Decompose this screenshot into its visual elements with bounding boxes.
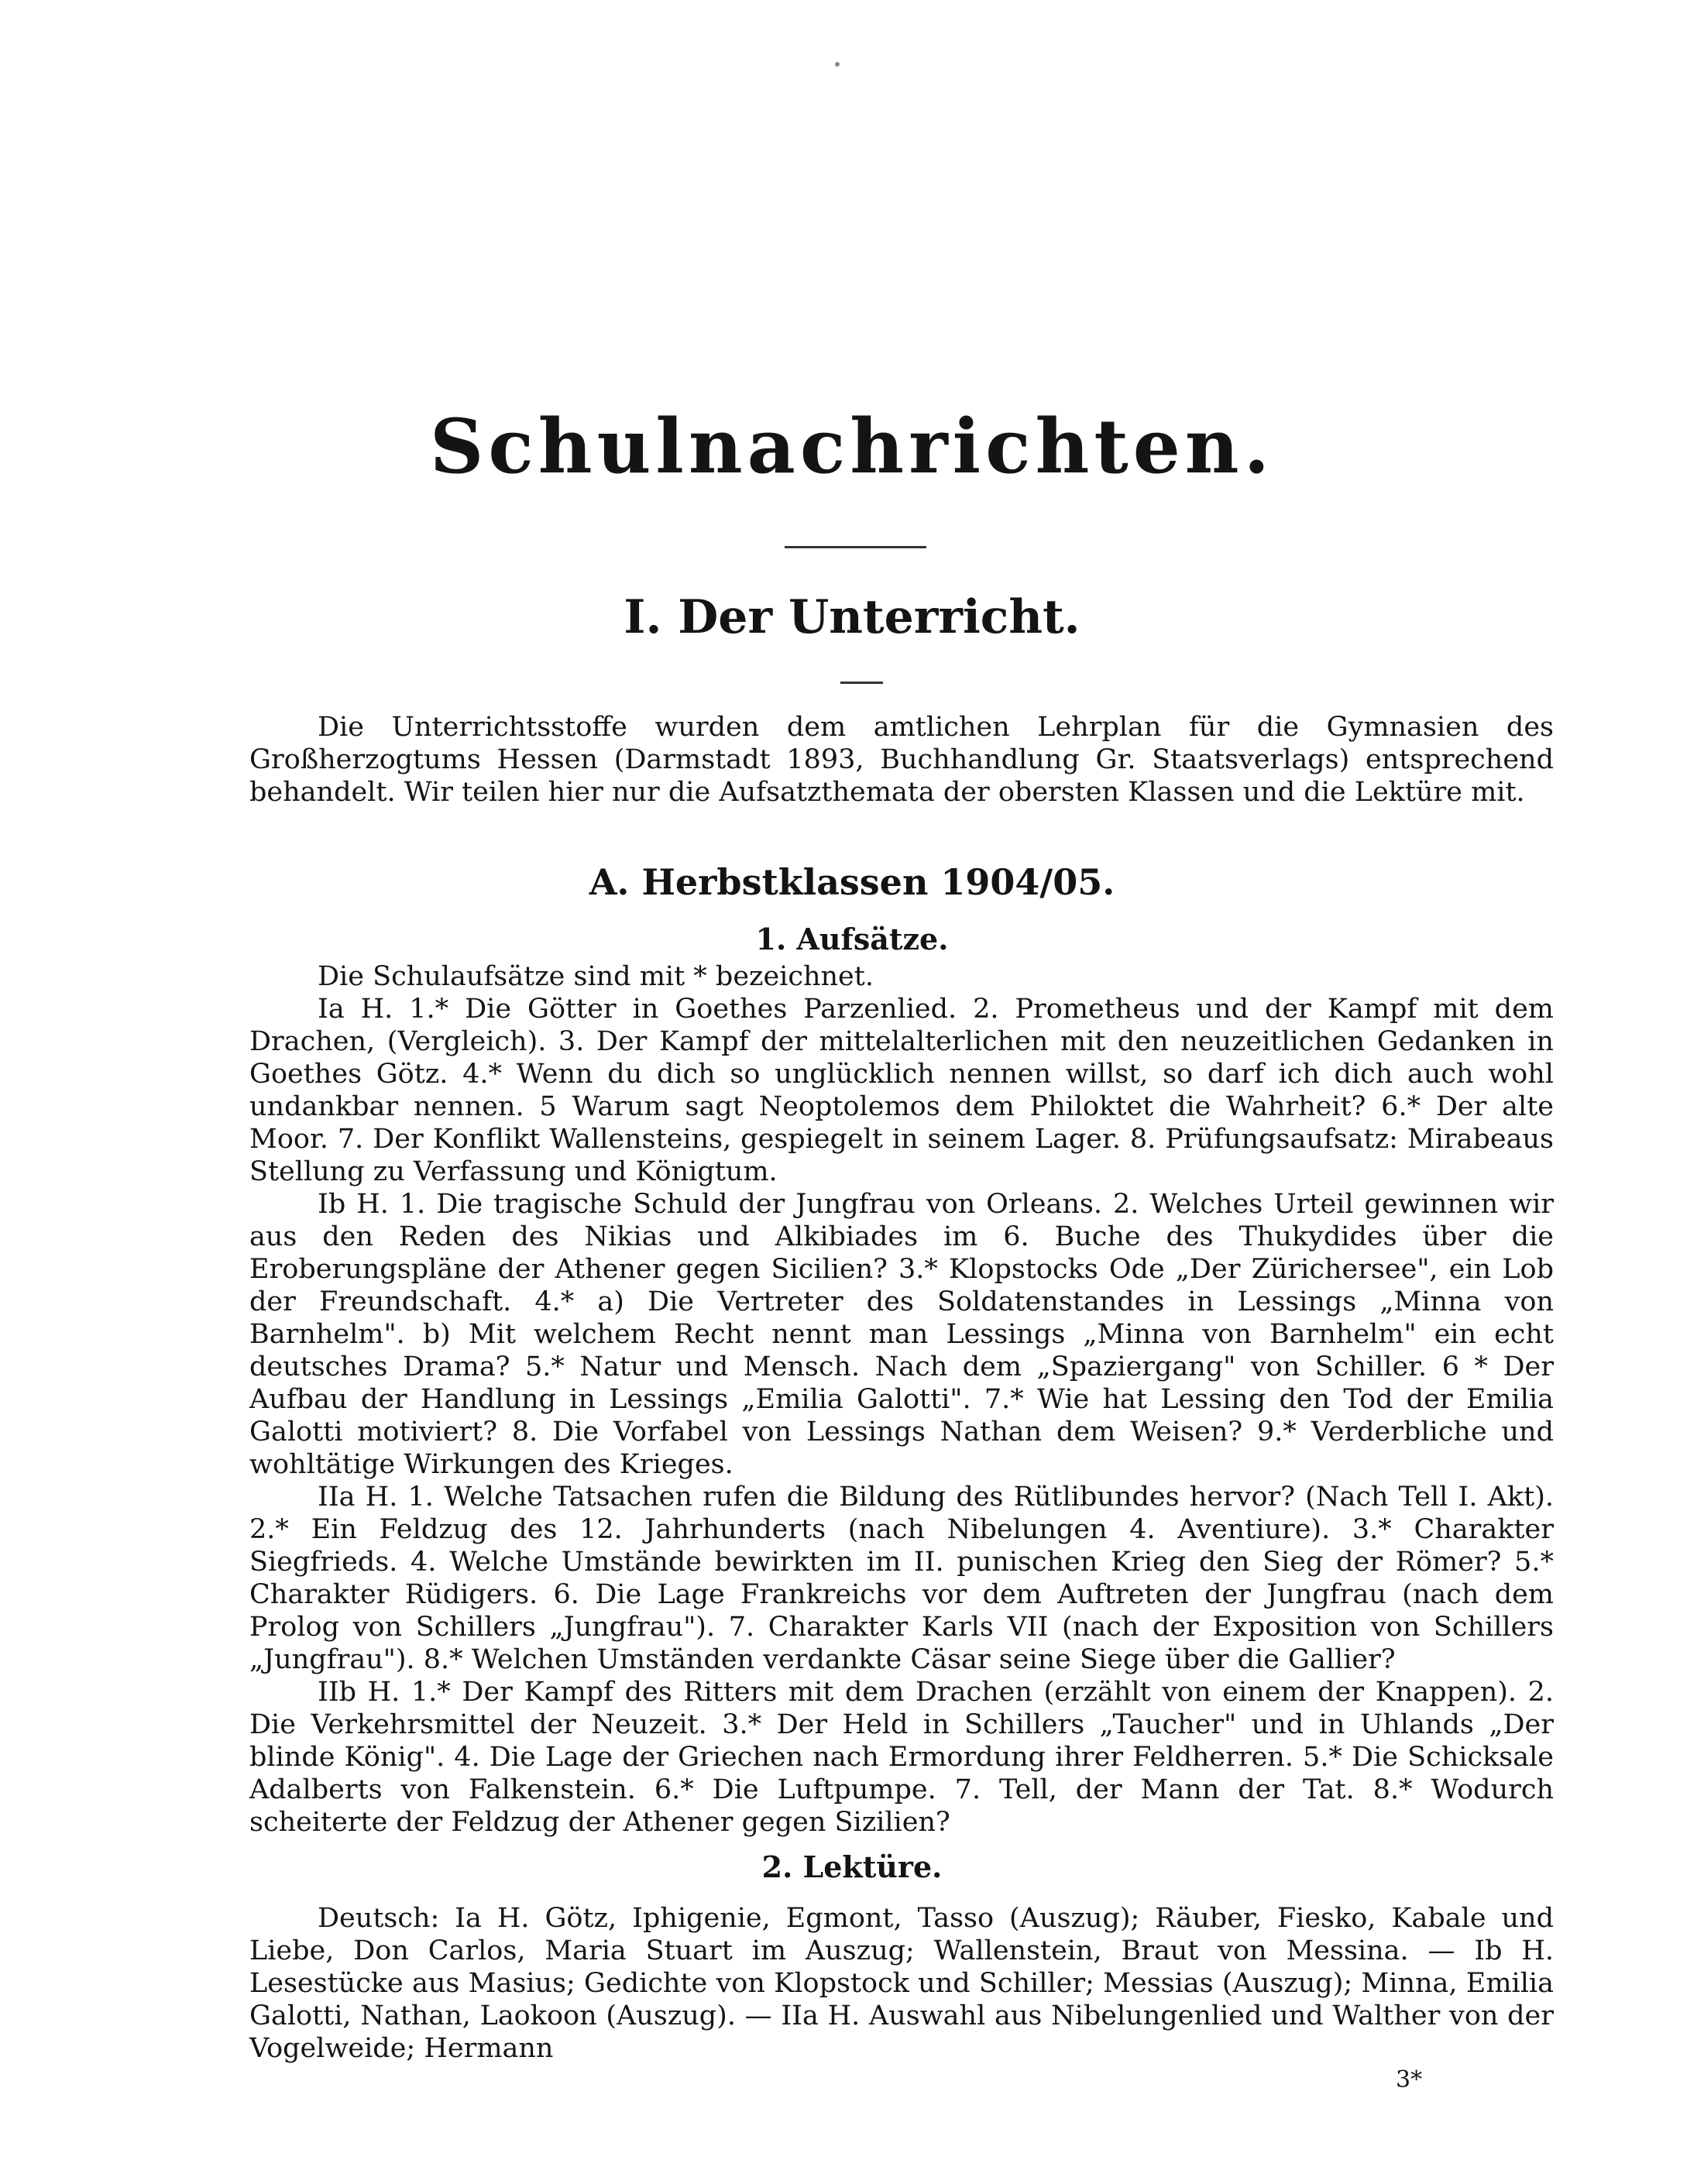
paragraph-iia: IIa H. 1. Welche Tatsachen rufen die Bildung des Rütlibundes hervor? (Nach Tell I. Akt). 2.* Ein Feldzug des 12. Jahrhunderts (nach Nibelungen 4. Aventiure). 3.* Charakter Siegfrieds. 4. Welche Umstände bewirkten im II. punischen Krieg den Sieg der Römer? 5.* Charakter Rüdigers. 6. Die Lage Frankreichs vor dem Auftreten der Jungfrau (nach dem Prolog von Schillers „Jungfrau"). 7. Charakter Karls VII (nach der Exposition von Schillers „Jungfrau"). 8.* Welchen Umständen verdankte Cäsar seine Siege über die Gallier?	[249, 1482, 1554, 1675]
title-divider	[785, 546, 926, 548]
paragraph-iib: IIb H. 1.* Der Kampf des Ritters mit dem Drachen (erzählt von einem der Knappen). 2. Die Verkehrsmittel der Neuzeit. 3.* Der Held in Schillers „Taucher" und in Uhlands „Der blinde König". 4. Die Lage der Griechen nach Ermordung ihrer Feldherren. 5.* Die Schicksale Adalberts von Falkenstein. 6.* Die Luftpumpe. 7. Tell, der Mann der Tat. 8.* Wodurch scheiterte der Feldzug der Athener gegen Sizilien?	[249, 1677, 1554, 1838]
aufsaetze-heading: 1. Aufsätze.	[755, 922, 949, 956]
page-title: Schulnachrichten.	[429, 403, 1275, 490]
intro-paragraph	[249, 711, 1554, 809]
lekture-text: Deutsch: Ia H. Götz, Iphigenie, Egmont, Tasso (Auszug); Räuber, Fiesko, Kabale und Liebe, Don Carlos, Maria Stuart im Auszug; Wallenstein, Braut von Messina. — Ib H. Lesestücke aus Masius; Gedichte von Klopstock und Schiller; Messias (Auszug); Minna, Emilia Galotti, Nathan, Laokoon (Auszug). — IIa H. Auswahl aus Nibelungenlied und Walther von der Vogelweide; Hermann	[249, 1903, 1554, 2064]
lekture-heading: 2. Lektüre.	[761, 1849, 943, 1884]
aufsaetze-body	[249, 960, 1554, 1839]
intro-text: Die Unterrichtsstoffe wurden dem amtlichen Lehrplan für die Gymnasien des Großherzogtums Hessen (Darmstadt 1893, Buchhandlung Gr. Staatsverlags) entsprechend behandelt. Wir teilen hier nur die Aufsatzthemata der obersten Klassen und die Lektüre mit.	[249, 712, 1554, 808]
subsection-heading: A. Herbstklassen 1904/05.	[589, 861, 1115, 903]
page-number: 3*	[1396, 2066, 1423, 2093]
paragraph-ib: Ib H. 1. Die tragische Schuld der Jungfrau von Orleans. 2. Welches Urteil gewinnen wir aus den Reden des Nikias und Alkibiades im 6. Buche des Thukydides über die Eroberungspläne der Athener gegen Sicilien? 3.* Klopstocks Ode „Der Zürichersee", ein Lob der Freundschaft. 4.* a) Die Vertreter des Soldatenstandes in Lessings „Minna von Barnhelm". b) Mit welchem Recht nennt man Lessings „Minna von Barnhelm" ein echt deutsches Drama? 5.* Natur und Mensch. Nach dem „Spaziergang" von Schiller. 6 * Der Aufbau der Handlung in Lessings „Emilia Galotti". 7.* Wie hat Lessing den Tod der Emilia Galotti motiviert? 8. Die Vorfabel von Lessings Nathan dem Weisen? 9.* Verderbliche und wohltätige Wirkungen des Krieges.	[249, 1189, 1554, 1480]
section-divider	[840, 682, 883, 684]
section-heading: I. Der Unterricht.	[624, 590, 1080, 644]
paragraph-ia: Ia H. 1.* Die Götter in Goethes Parzenlied. 2. Prometheus und der Kampf mit dem Drachen, (Vergleich). 3. Der Kampf der mittelalterlichen mit den neuzeitlichen Gedanken in Goethes Götz. 4.* Wenn du dich so unglücklich nennen willst, so darf ich dich auch wohl undankbar nennen. 5 Warum sagt Neoptolemos dem Philoktet die Wahrheit? 6.* Der alte Moor. 7. Der Konflikt Wallensteins, gespiegelt in seinem Lager. 8. Prüfungsaufsatz: Mirabeaus Stellung zu Verfassung und Königtum.	[249, 994, 1554, 1187]
note-text: Die Schulaufsätze sind mit * bezeichnet.	[318, 961, 874, 992]
lekture-body	[249, 1902, 1554, 2065]
print-speck	[835, 62, 840, 67]
